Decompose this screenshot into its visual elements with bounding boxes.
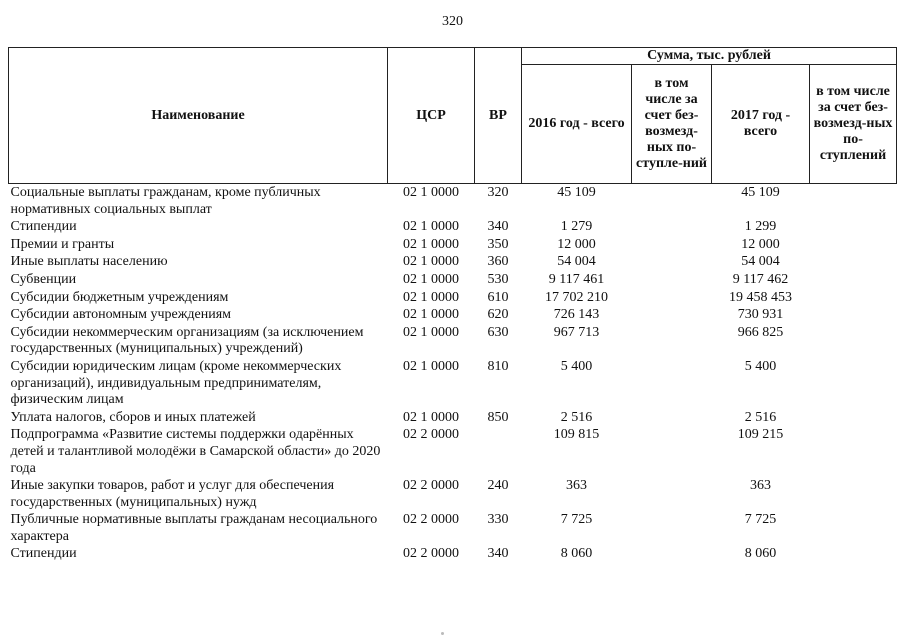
row-vr: 350 (487, 236, 509, 252)
row-name: Субсидии некоммерческим организациям (за исключением государственных (муниципальных) учреждений) (10, 324, 364, 357)
row-csr: 02 1 0000 (403, 358, 459, 374)
row-2017-free (810, 289, 897, 307)
row-2016-total: 363 (566, 478, 587, 494)
row-vr: 530 (487, 271, 509, 287)
row-name: Стипендии (10, 219, 77, 235)
header-2017-free: в том числе за счет без-возмезд-ных по-ступлений (810, 65, 897, 184)
row-2017-free (810, 218, 897, 236)
row-csr: 02 1 0000 (403, 219, 459, 235)
row-2016-free (632, 358, 712, 409)
row-2016-free (632, 271, 712, 289)
row-2017-total: 363 (750, 478, 771, 494)
row-csr: 02 1 0000 (403, 185, 459, 200)
row-vr: 320 (487, 185, 509, 200)
row-2017-total: 730 931 (737, 307, 784, 323)
header-2016-total: 2016 год - всего (522, 65, 632, 184)
row-csr: 02 1 0000 (403, 307, 459, 323)
header-sum-group: Сумма, тыс. рублей (522, 48, 897, 65)
row-2016-total: 7 725 (560, 512, 593, 528)
row-2017-free (810, 236, 897, 254)
row-2017-free (810, 324, 897, 358)
row-2016-free (632, 253, 712, 271)
table-row (9, 271, 897, 289)
row-name: Субвенции (10, 271, 77, 287)
row-2017-total: 7 725 (744, 512, 777, 528)
row-name: Стипендии (10, 546, 77, 562)
row-name: Подпрограмма «Развитие системы поддержки одарённых детей и талантливой молодёжи в Самарской области» до 2020 года (10, 427, 381, 476)
row-2016-total: 2 516 (560, 409, 593, 425)
row-2016-free (632, 409, 712, 427)
row-vr: 340 (487, 546, 509, 562)
row-2016-total: 8 060 (560, 546, 593, 562)
row-name: Публичные нормативные выплаты гражданам несоциального характера (10, 512, 378, 544)
table-row (9, 511, 897, 545)
header-name: Наименование (9, 48, 388, 184)
row-2017-free (810, 184, 897, 219)
row-2017-free (810, 545, 897, 563)
row-name: Субсидии юридическим лицам (кроме некоммерческих организаций), индивидуальным предпринимателям, физическим лицам (10, 358, 342, 408)
row-vr: 630 (487, 324, 509, 340)
row-2016-free (632, 511, 712, 545)
table-row (9, 477, 897, 511)
row-name: Социальные выплаты гражданам, кроме публичных нормативных социальных выплат (10, 185, 321, 217)
table-row (9, 253, 897, 271)
row-2016-total: 54 004 (557, 254, 596, 270)
row-2016-free (632, 236, 712, 254)
row-vr: 330 (487, 512, 509, 528)
row-csr: 02 1 0000 (403, 289, 459, 305)
table-row (9, 289, 897, 307)
row-2017-free (810, 253, 897, 271)
row-name: Субсидии автономным учреждениям (10, 307, 232, 323)
row-2016-total: 9 117 461 (548, 271, 605, 287)
row-name: Субсидии бюджетным учреждениям (10, 289, 229, 305)
row-2016-free (632, 477, 712, 511)
row-2017-total: 1 299 (744, 219, 777, 235)
row-2016-total: 967 713 (553, 324, 600, 340)
row-name: Иные закупки товаров, работ и услуг для обеспечения государственных (муниципальных) нужд (10, 478, 335, 510)
row-2016-free (632, 324, 712, 358)
page-number: 320 (442, 14, 463, 29)
row-2017-total: 12 000 (741, 236, 780, 252)
row-2017-total: 5 400 (744, 358, 777, 374)
budget-table (8, 47, 897, 563)
header-vr: ВР (475, 48, 522, 184)
row-2017-free (810, 306, 897, 324)
row-name: Уплата налогов, сборов и иных платежей (10, 409, 256, 425)
row-2016-free (632, 289, 712, 307)
row-vr: 240 (487, 478, 509, 494)
table-row (9, 218, 897, 236)
row-2016-total: 17 702 210 (545, 289, 608, 305)
row-2016-total: 5 400 (560, 358, 593, 374)
row-2016-total: 109 815 (553, 427, 600, 443)
row-2017-total: 54 004 (741, 254, 780, 270)
row-csr: 02 1 0000 (403, 271, 459, 287)
row-vr: 850 (487, 409, 509, 425)
row-vr: 620 (487, 307, 509, 323)
row-csr: 02 2 0000 (403, 546, 459, 562)
row-2017-total: 9 117 462 (732, 271, 789, 287)
table-header (9, 48, 897, 184)
header-2016-free: в том числе за счет без-возмезд-ных по-ступле-ний (632, 65, 712, 184)
row-vr: 340 (487, 219, 509, 235)
table-row (9, 236, 897, 254)
header-2017-total: 2017 год - всего (712, 65, 810, 184)
row-2017-total: 8 060 (744, 546, 777, 562)
row-csr: 02 2 0000 (403, 512, 459, 528)
table-body (9, 184, 897, 564)
row-csr: 02 1 0000 (403, 409, 459, 425)
row-2016-free (632, 218, 712, 236)
table-row (9, 324, 897, 358)
row-csr: 02 1 0000 (403, 324, 459, 340)
row-csr: 02 1 0000 (403, 254, 459, 270)
row-vr: 610 (487, 289, 509, 305)
table-row (9, 306, 897, 324)
row-2016-total: 1 279 (560, 219, 593, 235)
row-2017-free (810, 511, 897, 545)
table-row (9, 545, 897, 563)
row-2017-total: 966 825 (737, 324, 784, 340)
row-2017-total: 19 458 453 (729, 289, 792, 305)
row-vr (475, 426, 522, 477)
table-row (9, 358, 897, 409)
row-2017-free (810, 271, 897, 289)
row-2017-free (810, 477, 897, 511)
row-2016-total: 12 000 (557, 236, 596, 252)
row-csr: 02 2 0000 (403, 427, 459, 443)
row-csr: 02 1 0000 (403, 236, 459, 252)
row-name: Премии и гранты (10, 236, 115, 252)
row-2016-free (632, 426, 712, 477)
row-vr: 810 (487, 358, 509, 374)
row-2017-free (810, 426, 897, 477)
table-row (9, 184, 897, 219)
scan-artifact (441, 632, 444, 635)
header-csr: ЦСР (388, 48, 475, 184)
row-2017-free (810, 358, 897, 409)
row-2017-total: 2 516 (744, 409, 777, 425)
row-2017-free (810, 409, 897, 427)
row-2017-total: 45 109 (741, 185, 780, 200)
row-csr: 02 2 0000 (403, 478, 459, 494)
row-2016-total: 45 109 (557, 185, 596, 200)
row-vr: 360 (487, 254, 509, 270)
row-2016-free (632, 545, 712, 563)
row-2016-total: 726 143 (553, 307, 600, 323)
table-row (9, 426, 897, 477)
row-2017-total: 109 215 (737, 427, 784, 443)
row-2016-free (632, 306, 712, 324)
row-name: Иные выплаты населению (10, 254, 168, 270)
table-row (9, 409, 897, 427)
row-2016-free (632, 184, 712, 219)
